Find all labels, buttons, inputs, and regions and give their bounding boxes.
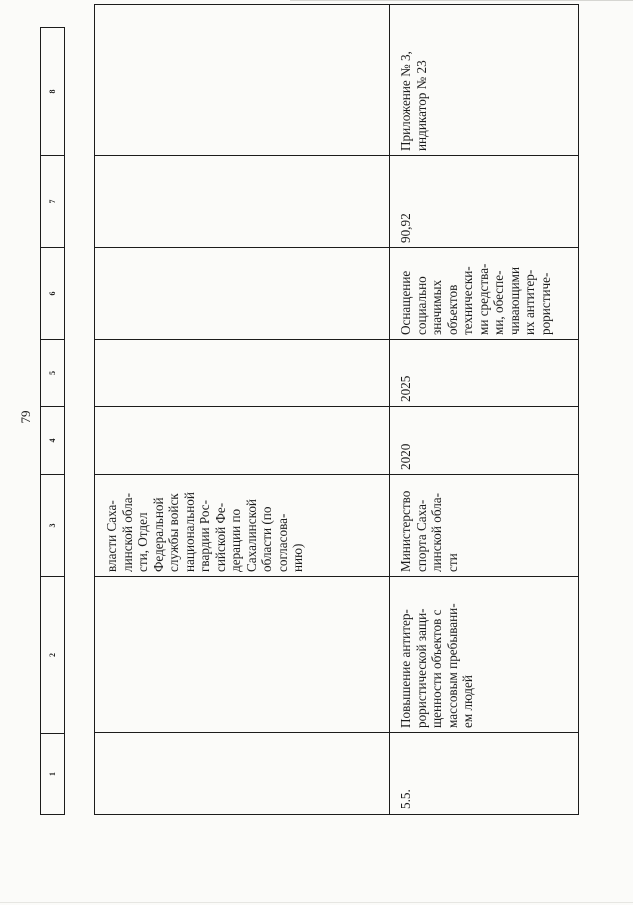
cell-line: спорта Саха- (413, 499, 429, 572)
table-rule (94, 576, 579, 577)
cell-line: массовым пребывани- (444, 603, 460, 728)
cell-line: Повышение антитер- (398, 609, 413, 728)
funding-amount-cell: 90,92 (398, 213, 413, 243)
cell-line: власти Саха- (104, 500, 119, 572)
start-year-cell: 2020 (398, 443, 413, 470)
header-cell-2: 2 (40, 576, 65, 734)
cell-line: сийской Фе- (212, 502, 228, 572)
header-cell-5: 5 (40, 339, 65, 407)
table-rule (94, 406, 579, 407)
cell-line: области (по (259, 506, 274, 572)
cell-line: нию) (290, 543, 305, 572)
header-cell-6: 6 (40, 247, 65, 340)
continued-responsible-cell (104, 479, 306, 572)
cell-line: рористиче- (537, 272, 553, 335)
cell-line: линской обла- (429, 492, 444, 572)
cell-line: согласова- (274, 513, 290, 572)
expected-result-cell (398, 251, 553, 335)
cell-line: Оснащение (398, 270, 413, 335)
table-top-rule (94, 4, 95, 815)
cell-line: Сахалинской (243, 499, 259, 572)
header-cell-8: 8 (40, 27, 65, 156)
cell-line: сти (444, 553, 460, 572)
cell-line: ми, обеспе- (491, 270, 506, 335)
page-number: 79 (18, 410, 33, 424)
cell-line: их антитер- (522, 269, 537, 335)
header-cell-7: 7 (40, 155, 65, 248)
cell-line: ем людей (460, 675, 475, 728)
header-cell-4: 4 (40, 406, 65, 475)
indicator-link-cell (398, 9, 429, 151)
row-divider (389, 4, 390, 815)
table-rule (94, 732, 579, 733)
table-rule (94, 155, 579, 156)
table-rule (94, 4, 579, 5)
cell-line: объектов (444, 284, 460, 335)
cell-line: сти, Отдел (135, 512, 150, 572)
table-rule (94, 247, 579, 248)
header-cell-1: 1 (40, 733, 65, 815)
end-year-cell: 2025 (398, 375, 413, 402)
table-rule (94, 814, 579, 815)
cell-line: чивающими (506, 266, 522, 335)
cell-line: значимых (429, 279, 444, 335)
cell-line: службы войск (166, 493, 181, 572)
cell-line: рористической защи- (413, 608, 429, 728)
header-cell-3: 3 (40, 474, 65, 577)
table-bottom-rule (578, 4, 579, 815)
table-rule (94, 339, 579, 340)
cell-line: щенности объектов с (429, 609, 444, 728)
cell-line: Приложение № 3, (398, 51, 413, 151)
cell-line: дерации по (228, 508, 243, 572)
cell-line: индикатор № 23 (413, 60, 429, 151)
cell-line: национальной (181, 492, 197, 572)
cell-line: Министерство (398, 490, 413, 572)
cell-line: гвардии Рос- (197, 499, 212, 572)
cell-line: социально (413, 276, 429, 335)
cell-line: линской обла- (119, 492, 135, 572)
table-rule (94, 474, 579, 475)
responsible-executor-cell (398, 479, 460, 572)
row-number-cell: 5.5. (398, 789, 413, 809)
cell-line: Федеральной (150, 497, 166, 572)
cell-line: технически- (460, 266, 475, 335)
cell-line: ми средства- (475, 263, 491, 335)
measure-name-cell (398, 580, 476, 728)
